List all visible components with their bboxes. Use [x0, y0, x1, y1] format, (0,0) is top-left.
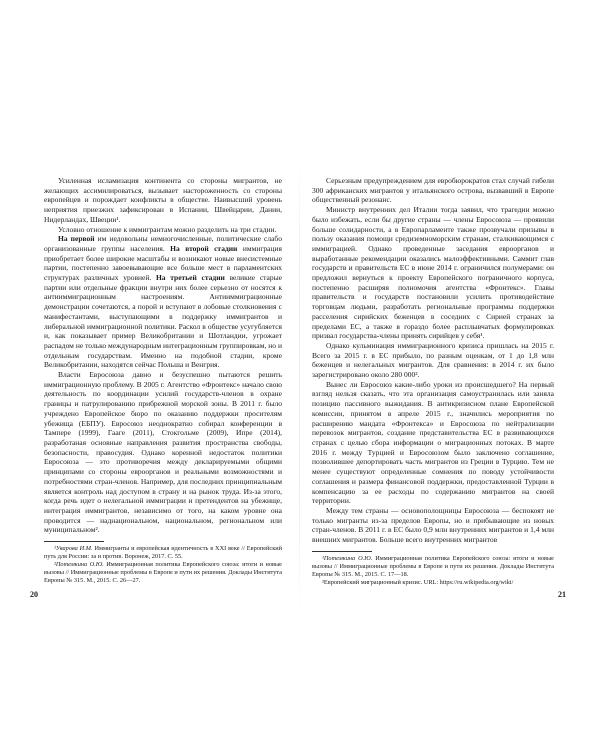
right-footnote-rule — [312, 551, 372, 552]
right-paragraph-5: Между тем страны — основополощницы Евросоюза — беспокоят не только мигранты из-за пределов Европы, но и прибывающие из новых стран-членов. В 2011 г. в ЕС было 0,9 млн внутренних мигрантов и 1,4 млн внешних мигрантов. Больше всего внутренних мигрантов — [312, 505, 554, 545]
left-footnote-rule — [44, 541, 104, 542]
bold-term: На первой — [58, 234, 95, 244]
right-page-body — [312, 176, 554, 587]
left-footnote-1 — [44, 545, 282, 561]
right-paragraph-1: Серьезным предупреждением для евробюрократов стал случай гибели 300 африканских мигрантов у итальянского острова, вызвавший в Европе общественный резонанс. — [312, 176, 554, 205]
left-page-body — [44, 176, 282, 585]
footnote-text: Иммигранты и европейская идентичность в XXI веке // Европейский путь для России: за и против. Воронеж, 2017. С. 55. — [44, 545, 282, 561]
right-footnote-2 — [312, 579, 554, 587]
right-paragraph-3: Однако кульминация иммиграционного кризиса пришлась на 2015 г. Всего за 2015 г. в ЕС прибыло, по разным оценкам, от 1 до 1,8 млн беженцев и нелегальных мигрантов. Для сравнения: в 2014 г. их было зарегистрировано около 280 000². — [312, 340, 554, 380]
bold-term: На третьей стадии — [155, 273, 225, 283]
footnote-author: ¹Потемкина О.Ю. — [322, 554, 373, 562]
left-page-number: 20 — [30, 590, 38, 599]
footnote-text: Иммиграционная политика Европейского союза: итоги и новые вызовы // Иммиграционные проблемы в Европе и пути их решения. Доклады Института Европы № 315. М., 2015. С. 26—27. — [44, 561, 282, 585]
footnote-text: ²Европейский миграционный кризис. URL: https://ru.wikipedia.org/wiki/ — [322, 578, 514, 586]
footnote-author: ¹Уварова И.М. — [54, 545, 93, 553]
right-page-number: 21 — [558, 590, 566, 599]
right-paragraph-2: Министр внутренних дел Италии тогда заявил, что трагедии можно было избежать, если бы другие страны — члены Евросоюза — проявили больше солидарности, а в Европарламенте также прозвучали призывы в пользу оказания помощи средиземноморским странам, сталкивающимся с иммиграцией. Однако проведенные заседания евроорганов и выработанные рекомендации оказались малоэффективными. Саммит глав государств и правительств ЕС в июне 2014 г. ограничился полумерами: он предложил вернуться к проекту Европейского пограничного корпуса, постепенно расширяя полномочия агентства «Фронтекс». Главы правительств и государств постановили усилить противодействие торговцам людьми, разработать региональные программы поддержки расселения сирийских беженцев в соседних с Сирией странах за пределами ЕС, а также в гораздо более расплывчатых формулировках призвал государства-члены принять сирийцев у себя¹. — [312, 205, 554, 341]
left-paragraph-2: Условно отношение к иммигрантам можно разделить на три стадии. — [58, 224, 277, 234]
left-paragraph-4: Власти Евросоюза давно и безуспешно пытаются решить иммиграционную проблему. В 2005 г. Агентство «Фронтекс» начало свою деятельность по координации усилий государств-членов в охране границы и патрулированию прибрежной морской зоны. В 2011 г. было учреждено Европейское бюро по оказанию поддержки просителям убежища (ЕБПУ). Евросоюз неоднократно собирал конференции в Тампере (1999), Гааге (2011), Стокгольме (2009), Ипре (2014), разработаная основные направления развития пространства свободы, безопасности, правосудия. Однако коренной недостаток политики Евросоюза — это противоречия между декларируемыми общими принципами со стороны евроорганов и реальными возможностями и потребностями стран-членов. Например, для последних принципиальным является контроль над доступом в страну и на рынок труда. Из-за этого, когда речь идет о нелегальной иммиграции и претендентов на убежище, интеграция иммигрантов, независимо от того, на каком уровне она проводится — наднациональном, национальном, региональном или муниципальном². — [44, 370, 282, 535]
left-paragraph-1: Усиленная исламизация континента со стороны мигрантов, не желающих ассимилироваться, вызывает настороженность со стороны европейцев и порождает конфликты в обществе. Наивысший уровень неприятия приезжих зафиксирован в Испании, Швейцарии, Дании, Нидерландах, Швеции¹. — [44, 176, 282, 224]
footnote-text: Иммиграционная политика Европейского союза: итоги и новые вызовы // Иммиграционные проблемы в Европе и пути их решения. Доклады Института Европы № 315. М., 2015. С. 17—18. — [312, 554, 554, 578]
right-footnote-1 — [312, 555, 554, 579]
bold-term: На второй стадии — [170, 243, 238, 253]
book-gutter — [299, 150, 300, 620]
footnote-author: ²Потемкина О.Ю. — [54, 561, 104, 569]
right-paragraph-4: Вынес ли Евросоюз какие-либо уроки из происшедшего? На первый взгляд нельзя сказать, что эта организация самоустранилась или заняла позицию пассивного выжидания. В антикризисном плане Европейской комиссии, принятом в апреле 2015 г., значились мероприятия по расширению мандата «Фронтекса» и Евросоюза по нейтрализации перевозок мигрантов, создание представительства ЕС в развивающихся странах с целью сбора информации о миграционных потоках. В марте 2016 г. между Турцией и Евросоюзом было заключено соглашение, позволившее депортировать часть мигрантов из Греции в Турцию. Тем не менее существуют определенные сомнения по поводу устойчивости соглашения и размера финансовой поддержки, предоставленной Турции в компенсацию за ее расходы по содержанию мигрантов на своей территории. — [312, 379, 554, 506]
left-paragraph-3: На первой им недовольны немногочисленные, политические слабо организованные группы населения. На второй стадии иммиграция приобретает более широкие масштабы и возникают новые внесистемные партии, постепенно завоевывающие все больше мест в парламентских структурах различных уровней. На третьей стадии великие старые партии или отдельные фракции внутри них более серьезно от носятся к антииммиграционным настроениям. Антииммиграционные демонстрации сочетаются, а порой и вступают в лобовые столкновения с манифестантами, выступающими в поддержку иммигрантов и либеральной иммиграционной политики. Раскол в обществе усугубляется и, как показывает пример Великобритании и Шотландии, угрожает распадом не только международным интеграционным группировкам, но и отдельным государствам. Именно на подобной стадии, кроме Великобритании, находятся сейчас Польша и Венгрия. — [44, 234, 282, 370]
left-footnote-2 — [44, 561, 282, 585]
